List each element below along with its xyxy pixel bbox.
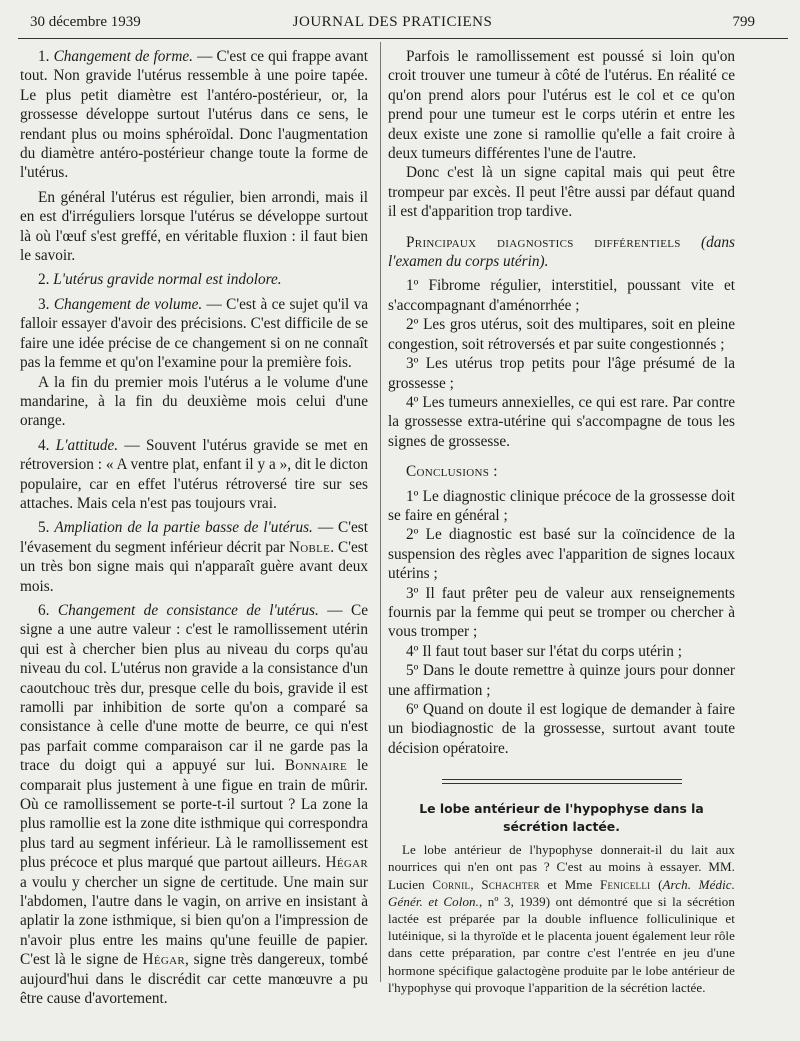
list-item: 4º Il faut tout baser sur l'état du corps utérin ;: [406, 642, 682, 660]
list-item: 3º Il faut prêter peu de valeur aux renseignements fournis par la femme qui peut se tromper ou chercher à vous tromper ;: [388, 584, 735, 641]
list-item: 2º Le diagnostic est basé sur la coïncidence de la suspension des règles avec l'apparition de signes locaux utérins ;: [388, 526, 735, 583]
running-header: [30, 14, 755, 38]
page-number: 799: [732, 14, 755, 30]
paragraph: A la fin du premier mois l'utérus a le volume d'une mandarine, à la fin du deuxième mois celui d'une orange.: [20, 373, 368, 430]
left-column: [20, 47, 368, 1009]
journal-title: JOURNAL DES PRATICIENS: [292, 14, 493, 30]
paragraph: Parfois le ramollissement est poussé si loin qu'on croit trouver une tumeur à côté de l'utérus. En réalité ce qu'on prend alors pour l'utérus est le col et ce qu'on prend pour une tumeur est le corps utérin et entre les deux existe une zone si ramollie qu'elle a fait croire à deux tumeurs différentes l'une de l'autre.: [388, 48, 735, 163]
paragraph: 1. Changement de forme. — C'est ce qui frappe avant tout. Non gravide l'utérus ressemble à une poire tapée. Le plus petit diamètre est l'antéro-postérieur, or, la grossesse développe surtout l'utérus dans ce sens, le rendant plus ou moins sphéroïdal. Donc l'augmentation du diamètre antéro-postérieur change toute la forme de l'utérus.: [20, 48, 369, 182]
list-item: 1º Fibrome régulier, interstitiel, poussant vite et s'accompagnant d'aménorrhée ;: [388, 277, 735, 314]
paragraph: Donc c'est là un signe capital mais qui peut être trompeur par excès. Il peut l'être aussi par défaut quand il est d'apparition trop tardive.: [388, 164, 735, 221]
list-item: 6º Quand on doute il est logique de demander à faire un biodiagnostic de la grossesse, surtout avant toute décision opératoire.: [388, 701, 735, 757]
list-item: 1º Le diagnostic clinique précoce de la grossesse doit se faire en général ;: [388, 487, 735, 524]
paragraph: 2. L'utérus gravide normal est indolore.: [38, 271, 282, 289]
header-date: 30 décembre 1939: [30, 14, 141, 30]
paragraph: 4. L'attitude. — Souvent l'utérus gravide se met en rétroversion : « A ventre plat, enfant il y a », dit le dicton populaire, car en effet l'utérus rétroversé tire sur ses attaches. Mais cela n'est pas toujours vrai.: [20, 436, 369, 512]
paragraph: 5. Ampliation de la partie basse de l'utérus. — C'est l'évasement du segment inférieur décrit par Noble. C'est un très bon signe mais qui n'apparaît guère avant deux mois.: [20, 519, 369, 595]
list-item: 2º Les gros utérus, soit des multipares, soit en pleine congestion, soit rétroversés et par suite congestionnés ;: [388, 316, 735, 353]
section-heading: Conclusions :: [406, 463, 498, 481]
section-heading: Principaux diagnostics différentiels (dans l'examen du corps utérin).: [388, 233, 735, 271]
article-title: Le lobe antérieur de l'hypophyse dans la sécrétion lactée.: [419, 801, 704, 835]
header-rule: [18, 38, 788, 39]
list-item: 4º Les tumeurs annexielles, ce qui est rare. Par contre la grossesse extra-utérine qui s'accompagne de tous les signes de grossesse.: [388, 393, 735, 450]
article-body: Le lobe antérieur de l'hypophyse donnerait-il du lait aux nourrices qui n'en ont pas ? C'est au moins à essayer. MM. Lucien Cornil, Schachter et Mme Fenicelli (Arch. Médic. Génér. et Colon., nº 3, 1939) ont démontré que si la sécrétion lactée est préparée par la double influence folliculinique et lutéinique, si la thyroïde et le placenta jouent également leur rôle dans cette préparation, par contre c'est l'entrée en jeu d'une hormone spécifique galactogène produite par le lobe antérieur de l'hypophyse qui provoque l'apparition de la sécrétion lactée.: [388, 842, 736, 995]
article-divider: [442, 779, 682, 784]
list-item: 3º Les utérus trop petits pour l'âge présumé de la grossesse ;: [388, 355, 735, 392]
column-divider: [380, 42, 381, 982]
paragraph: 3. Changement de volume. — C'est à ce sujet qu'il va falloir essayer d'avoir des précisions. C'est difficile de se faire une idée précise de ce changement si on ne connaît pas la femme et qu'on l'examine pour la première fois.: [20, 295, 369, 372]
list-item: 5º Dans le doute remettre à quinze jours pour donner une affirmation ;: [388, 662, 735, 699]
right-column: [388, 47, 735, 996]
paragraph: 6. Changement de consistance de l'utérus. — Ce signe a une autre valeur : c'est le ramollissement utérin qui est à chercher bien plus au niveau du corps qu'au niveau du col. L'utérus non gravide a la consistance d'un caoutchouc très dur, presque celle du bois, gravide il est ramolli par inhibition de sorte qu'on a comparé sa consistance à celle d'une motte de beurre, ce qui n'est pas parfait comme comparaison car il ne garde pas la trace du doigt qui a appuyé sur lui. Bonnaire le comparait plus justement à une figue en train de mûrir. Où ce ramollissement se porte-t-il surtout ? La zone la plus ramollie est la zone dite isthmique qui correspondra plus tard au segment inférieur. Là le ramollissement est plus précoce et plus marqué que partout ailleurs. Hégar a voulu y chercher un signe de certitude. Une main sur l'abdomen, l'autre dans le vagin, on arrive en insistant à aplatir la zone isthmique, si bien qu'on a l'impression de n'avoir plus entre les mains qu'une feuille de papier. C'est là le signe de Hégar, signe très dangereux, tombé aujourd'hui dans le discrédit car cette manœuvre a pu être cause d'avortement.: [20, 601, 368, 1008]
paragraph: En général l'utérus est régulier, bien arrondi, mais il en est d'irréguliers lorsque l'utérus se développe surtout là où l'œuf s'est greffé, en véritable fluxion : il faut bien le savoir.: [20, 188, 368, 265]
